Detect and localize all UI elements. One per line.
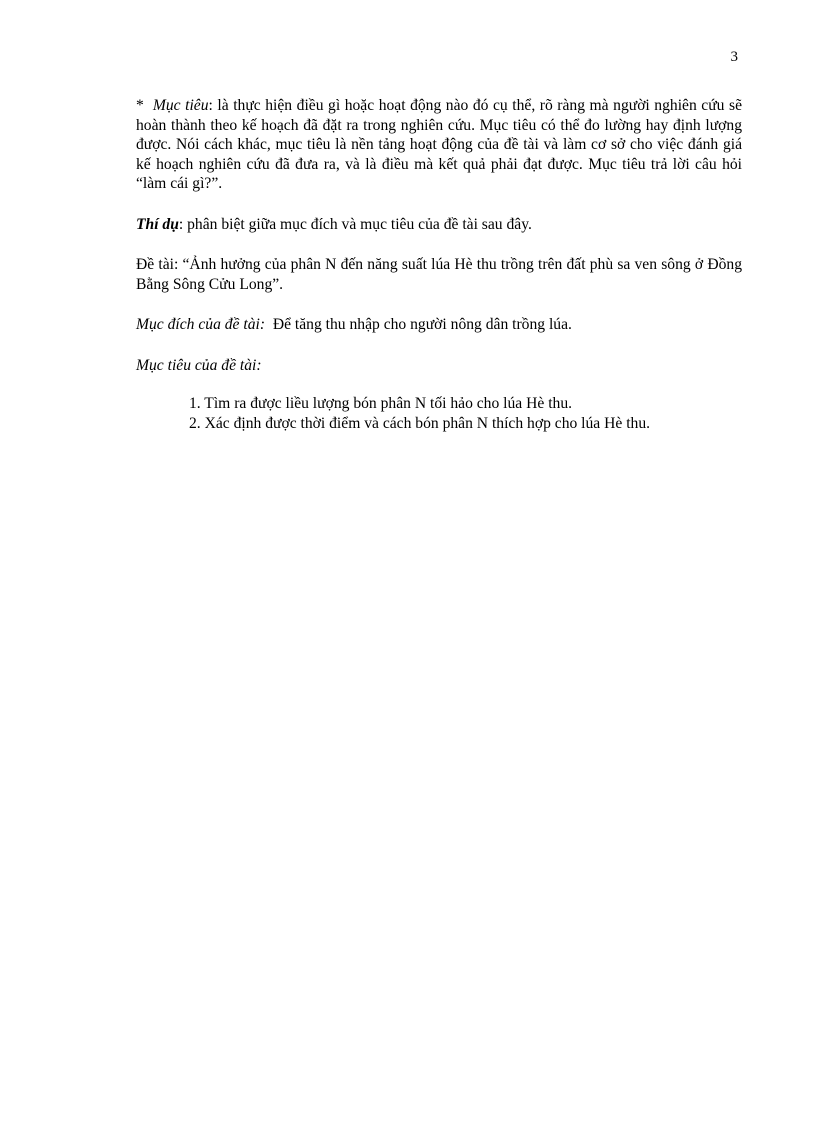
objectives-heading-paragraph [136, 356, 742, 376]
purpose-label: Mục đích của đề tài: [136, 316, 266, 333]
objectives-list [136, 394, 742, 434]
topic-paragraph [136, 255, 742, 294]
page-content [136, 96, 742, 434]
objective-term: Mục tiêu [152, 97, 209, 114]
topic-text: Đề tài: “Ảnh hưởng của phân N đến năng suất lúa Hè thu trồng trên đất phù sa ven sông ở Đồng Bằng Sông Cửu Long”. [136, 256, 742, 293]
bullet-marker: * [136, 97, 144, 114]
purpose-paragraph [136, 315, 742, 335]
objectives-label: Mục tiêu của đề tài: [136, 356, 262, 374]
objective-definition-text: : là thực hiện điều gì hoặc hoạt động nào đó cụ thể, rõ ràng mà người nghiên cứu sẽ hoàn thành theo kế hoạch đã đặt ra trong nghiên cứu. Mục tiêu có thể đo lường hay định lượng được. Nói cách khác, mục tiêu là nền tảng hoạt động của đề tài và làm cơ sở cho việc đánh giá kế hoạch nghiên cứu đã đưa ra, và là điều mà kết quả phải đạt được. Mục tiêu trả lời câu hỏi “làm cái gì?”. [136, 97, 743, 192]
page-number: 3 [730, 49, 738, 65]
list-item: 1. Tìm ra được liều lượng bón phân N tối hảo cho lúa Hè thu. [189, 395, 573, 412]
purpose-text: Để tăng thu nhập cho người nông dân trồng lúa. [272, 316, 572, 333]
list-item: 2. Xác định được thời điểm và cách bón phân N thích hợp cho lúa Hè thu. [189, 415, 651, 432]
example-paragraph [136, 215, 742, 235]
example-label: Thí dụ [136, 215, 179, 233]
example-text: : phân biệt giữa mục đích và mục tiêu của đề tài sau đây. [178, 215, 532, 233]
objective-definition-paragraph [136, 96, 742, 194]
